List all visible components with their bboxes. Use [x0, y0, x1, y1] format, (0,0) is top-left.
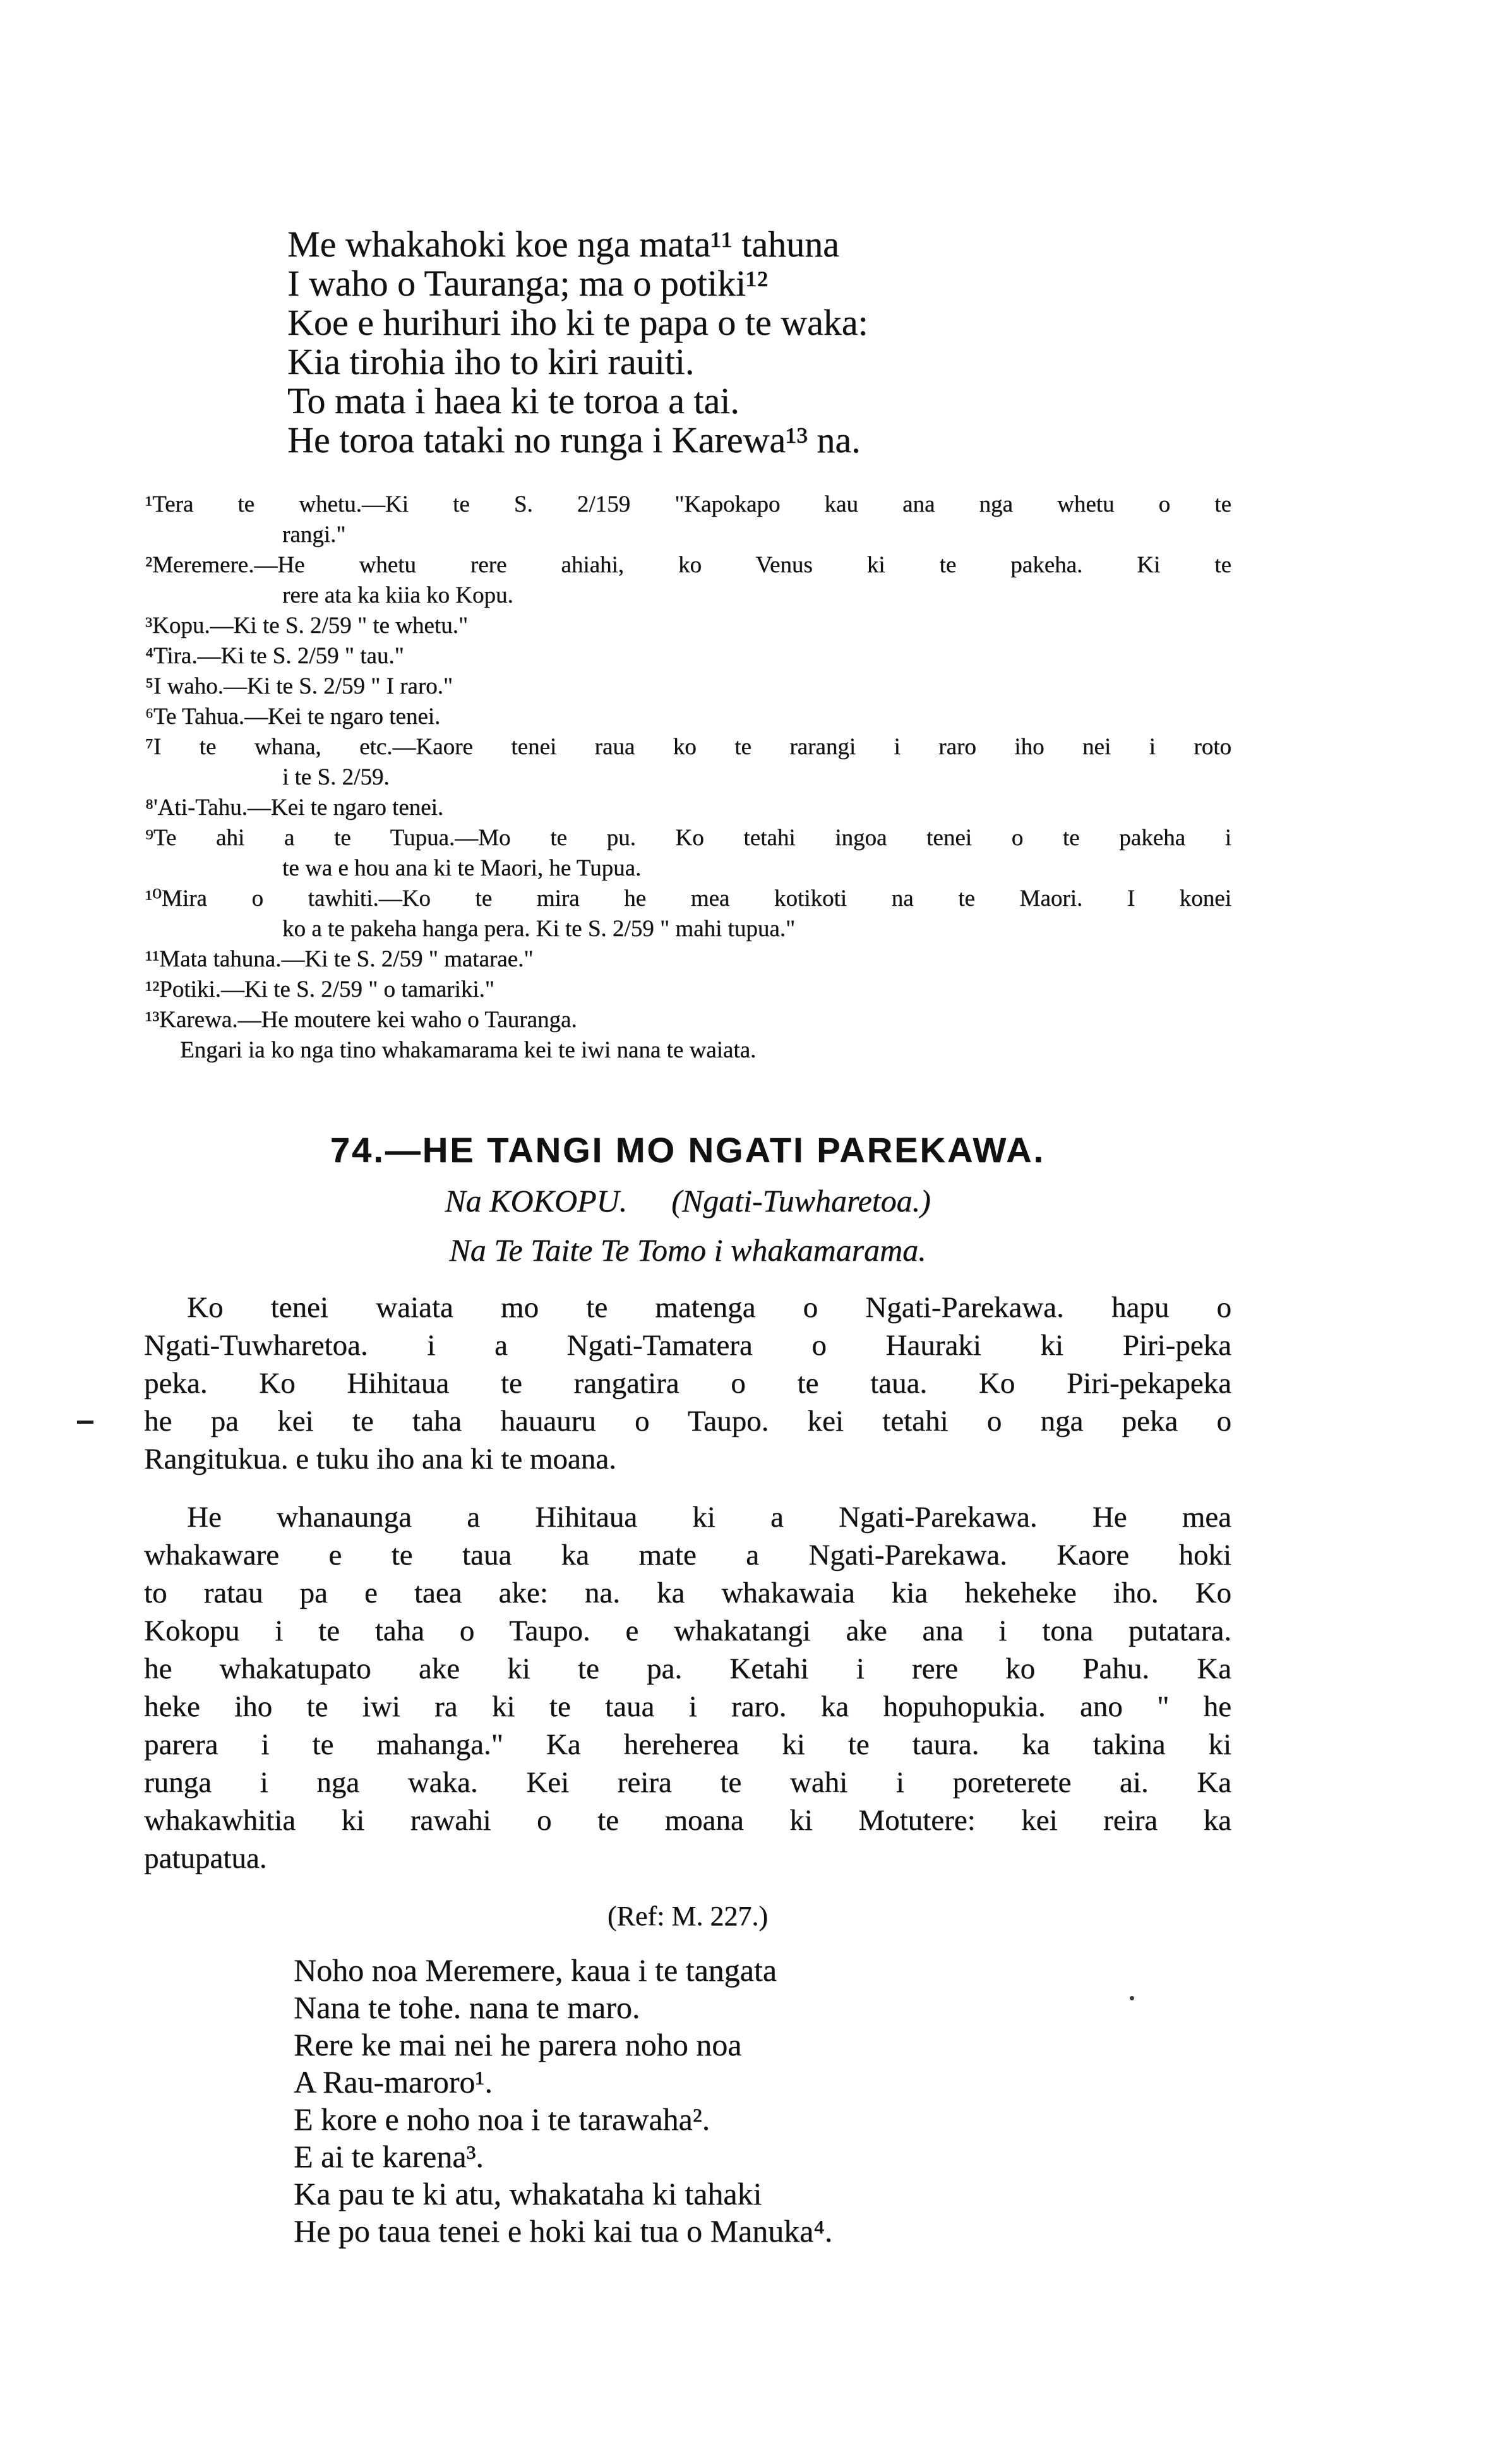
- footnote-line: ⁵I waho.—Ki te S. 2/59 " I raro.": [145, 673, 453, 699]
- prose-line: he whakatupato ake ki te pa. Ketahi i rere ko Pahu. Ka: [144, 1652, 1231, 1685]
- poem-line: Me whakahoki koe nga mata¹¹ tahuna: [287, 224, 839, 265]
- footnote-continuation: rere ata ka kiia ko Kopu.: [282, 582, 513, 608]
- prose-line: heke iho te iwi ra ki te taua i raro. ka hopuhopukia. ano " he: [144, 1690, 1231, 1723]
- poem-line: He toroa tataki no runga i Karewa¹³ na.: [287, 419, 861, 460]
- poem-line: Ka pau te ki atu, whakataha ki tahaki: [294, 2176, 762, 2211]
- prose-line: He whanaunga a Hihitaua ki a Ngati-Parekawa. He mea: [187, 1501, 1231, 1534]
- poem-line: To mata i haea ki te toroa a tai.: [287, 380, 739, 421]
- print-speck: [77, 1421, 93, 1424]
- footnote-line: ⁸'Ati-Tahu.—Kei te ngaro tenei.: [145, 795, 444, 820]
- prose-line: patupatua.: [144, 1842, 267, 1875]
- poem-line: Nana te tohe. nana te maro.: [294, 1990, 640, 2025]
- waiata-verse-top: [287, 225, 868, 460]
- footnote-continuation: ko a te pakeha hanga pera. Ki te S. 2/59 " mahi tupua.": [282, 916, 796, 942]
- footnote-line: ¹³Karewa.—He moutere kei waho o Tauranga.: [145, 1007, 577, 1033]
- poem-line: Noho noa Meremere, kaua i te tangata: [294, 1952, 777, 1988]
- poem-line: Koe e hurihuri iho ki te papa o te waka:: [287, 302, 868, 343]
- waiata-author: Na KOKOPU.: [445, 1183, 628, 1218]
- attribution-line: [144, 1182, 1231, 1219]
- prose-line: Rangitukua. e tuku iho ana ki te moana.: [144, 1443, 616, 1475]
- poem-line: Rere ke mai nei he parera noho noa: [294, 2027, 742, 2062]
- poem-line: He po taua tenei e hoki kai tua o Manuka⁴.: [294, 2213, 833, 2249]
- prose-line: peka. Ko Hihitaua te rangatira o te taua. Ko Piri-pekapeka: [144, 1367, 1231, 1400]
- prose-paragraph: [144, 1498, 1231, 1877]
- prose-line: Ko tenei waiata mo te matenga o Ngati-Parekawa. hapu o: [187, 1291, 1231, 1324]
- footnote-line: ¹Tera te whetu.—Ki te S. 2/159 "Kapokapo kau ana nga whetu o te: [145, 491, 1231, 517]
- prose-line: whakaware e te taua ka mate a Ngati-Parekawa. Kaore hoki: [144, 1539, 1231, 1572]
- reference-citation: (Ref: M. 227.): [607, 1901, 769, 1932]
- footnote-line: ¹⁰Mira o tawhiti.—Ko te mira he mea kotikoti na te Maori. I konei: [145, 886, 1231, 911]
- waiata-verse-bottom: [294, 1952, 832, 2250]
- prose-line: to ratau pa e taea ake: na. ka whakawaia kia hekeheke iho. Ko: [144, 1577, 1231, 1609]
- footnotes-block: [145, 490, 1231, 1066]
- poem-line: Kia tirohia iho to kiri rauiti.: [287, 341, 695, 382]
- prose-line: parera i te mahanga." Ka hereherea ki te taura. ka takina ki: [144, 1728, 1231, 1761]
- prose-line: runga i nga waka. Kei reira te wahi i poreterete ai. Ka: [144, 1766, 1231, 1799]
- prose-paragraph: [144, 1289, 1231, 1478]
- footnote-line: ⁷I te whana, etc.—Kaore tenei raua ko te rarangi i raro iho nei i roto: [145, 734, 1231, 760]
- prose-line: Kokopu i te taha o Taupo. e whakatangi ake ana i tona putatara.: [144, 1614, 1231, 1647]
- poem-line: A Rau-maroro¹.: [294, 2064, 493, 2100]
- poem-line: I waho o Tauranga; ma o potiki¹²: [287, 263, 768, 304]
- footnote-line: ¹²Potiki.—Ki te S. 2/59 " o tamariki.": [145, 977, 494, 1002]
- poem-line: E ai te karena³.: [294, 2139, 484, 2174]
- tribe-attribution: (Ngati-Tuwharetoa.): [671, 1183, 931, 1218]
- section-number-title: 74.—HE TANGI MO NGATI PAREKAWA.: [330, 1130, 1046, 1170]
- prose-line: Ngati-Tuwharetoa. i a Ngati-Tamatera o Hauraki ki Piri-peka: [144, 1329, 1231, 1362]
- prose-line: whakawhitia ki rawahi o te moana ki Motutere: kei reira ka: [144, 1804, 1231, 1837]
- footnote-closing-note: Engari ia ko nga tino whakamarama kei te iwi nana te waiata.: [180, 1037, 757, 1063]
- footnote-continuation: te wa e hou ana ki te Maori, he Tupua.: [282, 855, 642, 881]
- prose-line: he pa kei te taha hauauru o Taupo. kei tetahi o nga peka o: [144, 1405, 1231, 1438]
- poem-line: E kore e noho noa i te tarawaha².: [294, 2101, 710, 2137]
- print-speck: [1130, 1996, 1134, 2000]
- footnote-continuation: i te S. 2/59.: [282, 764, 390, 790]
- footnote-continuation: rangi.": [282, 522, 346, 548]
- footnote-line: ⁴Tira.—Ki te S. 2/59 " tau.": [145, 643, 404, 669]
- annotator-note: Na Te Taite Te Tomo i whakamarama.: [449, 1232, 926, 1268]
- footnote-line: ⁹Te ahi a te Tupua.—Mo te pu. Ko tetahi ingoa tenei o te pakeha i: [145, 825, 1231, 851]
- footnote-line: ³Kopu.—Ki te S. 2/59 " te whetu.": [145, 613, 468, 639]
- footnote-line: ¹¹Mata tahuna.—Ki te S. 2/59 " matarae.": [145, 946, 534, 972]
- footnote-line: ⁶Te Tahua.—Kei te ngaro tenei.: [145, 704, 441, 730]
- footnote-line: ²Meremere.—He whetu rere ahiahi, ko Venus ki te pakeha. Ki te: [145, 552, 1231, 578]
